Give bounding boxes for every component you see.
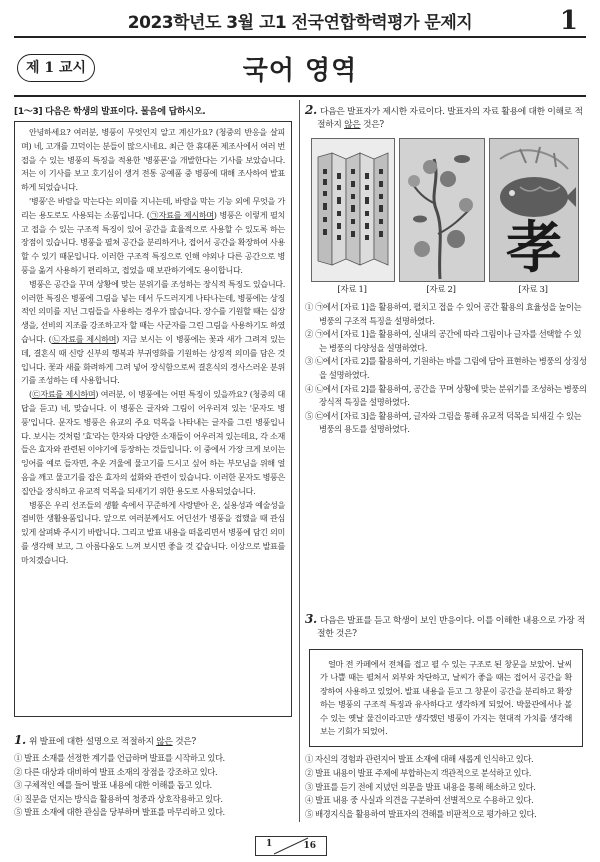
figure-caption: [자료 3] [518, 285, 548, 295]
subject-title: 국어 영역 [242, 56, 358, 86]
marker-a: ㉠자료를 제시하며 [149, 209, 214, 220]
passage-text: '병풍'은 바람을 막는다는 의미를 지니는데, 바람을 막는 기능 외에 무엇을 가리는 용도로도 사용되는 소품입니다. ( [21, 195, 285, 220]
question-2 [305, 104, 587, 437]
passage-paragraph-1: 안녕하세요? 여러분, 병풍이 무엇인지 알고 계신가요? (청중의 반응을 살피며) 네, 고개를 끄덕이는 분들이 많으시네요. 최근 한 휴대폰 제조사에서 여러 번 접을 수 있는 병풍의 특징을 적용한 '병풍폰'을 개발한다는 기사를 보았습니다. 저는 이 기사를 보고 호기심이 생겨 전통 공예품 중 병풍에 대해 조사하여 발표하게 되었습니다. [21, 127, 285, 193]
exam-title: 2023학년도 3월 고1 전국연합학력평가 문제지 [127, 13, 473, 33]
answer-choice[interactable]: ① 발표 소재를 선정한 계기를 언급하며 발표를 시작하고 있다. [14, 753, 225, 763]
answer-choice[interactable]: ③ 발표를 듣기 전에 지녔던 의문을 발표 내용을 통해 해소하고 있다. [305, 781, 536, 792]
page-indicator [255, 836, 327, 856]
question-3-stem [305, 613, 587, 641]
flower-bird-painting-image [399, 138, 485, 282]
passage-text: 병풍은 공간을 꾸며 상황에 맞는 분위기를 조성하는 장식적 특징도 있습니다. 이러한 특징은 병풍에 그림을 넣는 데서 두드러지게 나타나는데, 병풍에는 상징적인 의미를 지닌 그림들을 사용하는 경우가 많습니다. 장수를 기원할 때는 십장생을, 선비의 지조를 강조하고자 할 때는 사군자를 그린 그림을 사용하기도 하였습니다. ( [21, 278, 285, 344]
header-rule [14, 36, 586, 38]
answer-choice[interactable]: ⑤ ㉢에서 [자료 3]을 활용하여, 글자와 그림을 통해 유교적 덕목을 되새길 수 있는 병풍의 용도를 설명하였다. [305, 410, 582, 435]
question-2-choices [305, 301, 587, 437]
question-2-stem [305, 104, 587, 132]
question-3 [305, 613, 587, 821]
answer-choice[interactable]: ⑤ 발표 소재에 대한 관심을 당부하며 발표를 마무리하고 있다. [14, 807, 225, 818]
passage-box [14, 121, 292, 717]
left-column [14, 104, 292, 717]
passage-paragraph-3 [21, 278, 285, 388]
question-2-number: 2. [305, 103, 317, 117]
answer-choice[interactable]: ④ ㉡에서 [자료 2]를 활용하여, 공간을 꾸며 상황에 맞는 분위기를 조성하는 병풍의 장식적 특징을 설명하였다. [305, 383, 587, 408]
right-column [305, 104, 587, 821]
passage-paragraph-2 [21, 195, 285, 278]
passage-text: ( [29, 389, 32, 400]
answer-choice[interactable]: ② 발표 내용이 발표 주제에 부합하는지 객관적으로 분석하고 있다. [305, 767, 532, 778]
session-badge: 제 1 교시 [17, 54, 95, 82]
question-1 [14, 734, 294, 820]
header-bottom-rule [14, 95, 586, 97]
answer-choice[interactable]: ② 다른 대상과 대비하여 발표 소재의 장점을 강조하고 있다. [14, 766, 218, 777]
stem-text: 위 발표에 대한 설명으로 적절하지 [28, 737, 157, 747]
current-page: 1 [266, 839, 273, 849]
answer-choice[interactable]: ③ ㉡에서 [자료 2]를 활용하여, 기원하는 바를 그림에 담아 표현하는 병풍의 상징성을 설명하였다. [305, 356, 587, 380]
passage-text: ) 병풍은 이렇게 펼치고 접을 수 있는 구조적 특징이 있어 공간을 효율적으로 사용할 수 있도록 하는 장점이 있습니다. 병풍을 펼쳐 공간을 분리하거나, 접어서 공간을 확장하여 사용할 수 있기 때문입니다. 이러한 구조적 특징으로 인해 야외나 다른 공간으로 병풍을 옮겨 사용하기 편리하고, 접었을 때 보관하기에도 용이합니다. [21, 209, 285, 275]
figure-caption: [자료 1] [337, 285, 367, 295]
figure-panel [309, 138, 579, 298]
stem-text: 것은? [172, 737, 196, 747]
character-screen-image [489, 138, 579, 282]
folding-screen-image [311, 138, 395, 282]
filial-piety-glyph: 孝 [506, 215, 562, 281]
answer-choice[interactable]: ② ㉠에서 [자료 1]을 활용하여, 실내의 공간에 따라 그림이나 글자를 선택할 수 있는 병풍의 다양성을 설명하였다. [305, 329, 582, 353]
student-response-box [309, 649, 583, 747]
stem-text: 다음은 발표를 듣고 학생이 보인 반응이다. 이를 이해한 내용으로 가장 적절한 것은? [317, 615, 586, 639]
question-3-number: 3. [305, 611, 317, 626]
question-1-choices [14, 752, 294, 820]
passage-paragraph-4 [21, 388, 285, 498]
question-3-choices [305, 753, 587, 821]
question-1-stem [14, 734, 294, 749]
passage-text: ) 여러분, 이 병풍에는 어떤 특징이 있을까요? (청중의 대답을 듣고) 네, 맞습니다. 이 병풍은 글자와 그림이 어우러져 있는 '문자도 병풍'입니다. 문자도 병풍은 유교의 주요 덕목을 나타내는 글자를 그린 병풍입니다. 보시는 것처럼 '효'라는 한자와 다양한 소재들이 어우러져 있는데요, 각 소재들은 효자와 관련된 이야기에 등장하는 것들입니다. 이 중에서 가장 크게 보이는 잉어를 예로 들자면, 추운 겨울에 물고기를 드시고 싶어 하는 부모님을 위해 얼음을 깨고 물고기를 잡은 효자의 설화와 관련이 있습니다. 이러한 문자도 병풍은 집안을 장식하고 유교적 덕목을 되새기기 위한 용도로 사용되었습니다. [21, 389, 286, 496]
page-number: 1 [559, 6, 578, 36]
answer-choice[interactable]: ① 자신의 경험과 관련지어 발표 소재에 대해 새롭게 인식하고 있다. [305, 754, 534, 765]
answer-choice[interactable]: ⑤ 배경지식을 활용하여 발표자의 견해를 비판적으로 평가하고 있다. [305, 808, 537, 819]
figure-caption: [자료 2] [426, 285, 456, 295]
stem-emphasis: 않은 [344, 120, 361, 130]
answer-choice[interactable]: ① ㉠에서 [자료 1]을 활용하여, 펼치고 접을 수 있어 공간 활용의 효율성을 높이는 병풍의 구조적 특징을 설명하였다. [305, 302, 582, 326]
answer-choice[interactable]: ④ 발표 내용 중 사실과 의견을 구분하여 선별적으로 수용하고 있다. [305, 795, 534, 806]
stem-text: 것은? [360, 120, 384, 130]
exam-header [0, 0, 600, 100]
stem-text: 다음은 발표자가 제시한 자료이다. 발표자의 자료 활용에 대한 이해로 적절하지 [317, 107, 583, 130]
passage-text: ) 지금 보시는 이 병풍에는 꽃과 새가 그려져 있는데, 결혼식 때 신랑 신부의 행복과 부귀영화를 기원하는 상징적 의미를 담은 것입니다. 꽃과 새를 화려하게 그려 넣어 장식함으로써 결혼식의 경사스러운 분위기를 조성하는 데 사용합니다. [21, 333, 286, 386]
total-pages: 16 [303, 841, 316, 851]
answer-choice[interactable]: ④ 질문을 던지는 방식을 활용하여 청중과 상호작용하고 있다. [14, 793, 223, 804]
passage-paragraph-5: 병풍은 우리 선조들의 생활 속에서 꾸준하게 사랑받아 온, 실용성과 예술성을 겸비한 생활용품입니다. 앞으로 여러분께서도 어딘선가 병풍을 접했을 때 관심 있게 살펴봐 주시기 바랍니다. 그리고 발표 내용을 떠올리면서 병풍에 담긴 의미를 생각해 보고, 그 아름다움도 느껴 보시면 좋을 것 같습니다. 이상으로 발표를 마치겠습니다. [21, 499, 285, 565]
student-response-text: 얼마 전 카페에서 전체를 접고 펼 수 있는 구조로 된 창문을 보았어. 날씨가 나쁠 때는 펼쳐서 외부와 차단하고, 날씨가 좋을 때는 접어서 공간을 확장하여 사용하고 있었어. 발표 내용을 듣고 그 창문이 공간을 분리하고 확장하는 병풍의 구조적 특징과 유사하다고 생각하게 되었어. 박물관에서나 볼 수 있는 옛날 물건이라고만 생각했던 병풍이 가지는 현대적 가치를 생각해 보는 기회가 되었어. [320, 658, 572, 736]
marker-b: ㉡자료를 제시하며 [51, 333, 117, 344]
question-1-number: 1. [14, 733, 26, 747]
question-set-heading: [1～3] 다음은 학생의 발표이다. 물음에 답하시오. [14, 107, 206, 117]
column-divider [299, 100, 300, 822]
answer-choice[interactable]: ③ 구체적인 예를 들어 발표 내용에 대한 이해를 돕고 있다. [14, 780, 212, 791]
marker-c: ㉢자료를 제시하며 [31, 389, 96, 400]
stem-emphasis: 않은 [156, 737, 173, 747]
